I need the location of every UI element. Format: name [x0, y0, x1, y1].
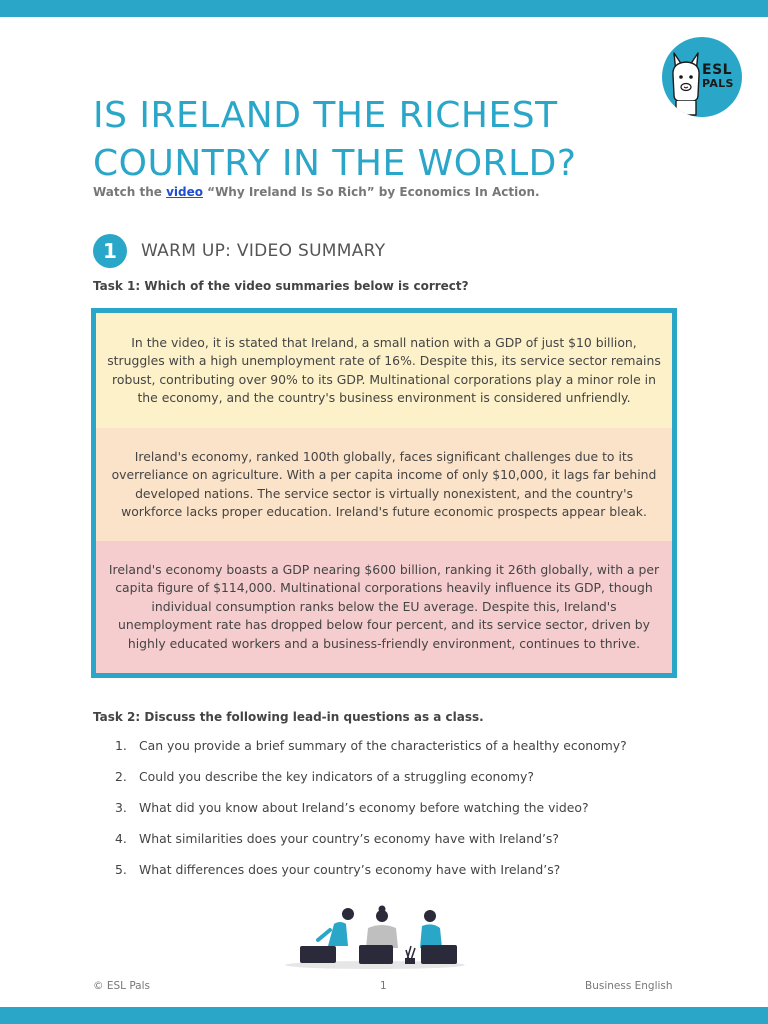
summary-text-3: Ireland's economy boasts a GDP nearing $600 billion, ranking it 26th globally, with a per capita figure of $114,000. Multinational corporations heavily influence its GDP, though individual consumption ranks below the EU average. Despite this, Ireland's unemployment rate has dropped below four percent, and its service sector, driven by highly educated workers and a business-friendly environment, continues to thrive. [108, 561, 660, 651]
question-number: 5. [115, 862, 127, 877]
summary-option-1[interactable] [96, 313, 672, 428]
logo-line-1: ESL [702, 62, 733, 78]
footer-page-number: 1 [380, 980, 387, 992]
question-number: 2. [115, 769, 127, 784]
question-text: Can you provide a brief summary of the characteristics of a healthy economy? [139, 738, 627, 753]
question-text: What differences does your country’s economy have with Ireland’s? [139, 862, 561, 877]
summary-option-2[interactable] [96, 428, 672, 541]
question-number: 4. [115, 831, 127, 846]
summary-option-3[interactable] [96, 541, 672, 673]
summary-options-box [91, 308, 677, 678]
page-title: IS IRELAND THE RICHEST COUNTRY IN THE WORLD? [93, 95, 577, 184]
logo-line-2: PALS [702, 77, 734, 90]
question-number: 3. [115, 800, 127, 815]
section-title: WARM UP: VIDEO SUMMARY [141, 241, 386, 261]
question-text: Could you describe the key indicators of a struggling economy? [139, 769, 534, 784]
bottom-accent-bar [0, 1007, 768, 1024]
question-item [115, 831, 627, 862]
task-1-heading: Task 1: Which of the video summaries below is correct? [93, 279, 469, 293]
question-item [115, 862, 627, 893]
question-item [115, 769, 627, 800]
instruction-prefix: Watch the [93, 185, 167, 199]
question-item [115, 800, 627, 831]
people-with-laptops-illustration [282, 900, 468, 972]
question-item [115, 738, 627, 769]
question-text: What did you know about Ireland’s economy before watching the video? [139, 800, 589, 815]
video-link[interactable]: video [166, 185, 203, 199]
question-number: 1. [115, 738, 127, 753]
summary-text-2: Ireland's economy, ranked 100th globally, faces significant challenges due to its overreliance on agriculture. With a per capita income of only $10,000, it lags far behind developed nations. The service sector is virtually nonexistent, and the country's workforce lacks proper education. Ireland's future economic prospects appear bleak. [111, 448, 657, 519]
top-accent-bar [0, 0, 768, 17]
section-header [93, 234, 385, 268]
esl-pals-logo [662, 37, 742, 117]
task-2-heading: Task 2: Discuss the following lead-in questions as a class. [93, 710, 484, 724]
video-instruction [93, 185, 540, 199]
section-number-badge: 1 [93, 234, 127, 268]
footer-category: Business English [585, 980, 673, 992]
summary-text-1: In the video, it is stated that Ireland, a small nation with a GDP of just $10 billion, struggles with a high unemployment rate of 16%. Despite this, its service sector remains robust, contributing over 90% to its GDP. Multinational corporations play a minor role in the economy, and the country's business environment is considered unfriendly. [107, 334, 661, 405]
lead-in-questions [115, 738, 627, 893]
logo-text [702, 63, 742, 89]
instruction-suffix: “Why Ireland Is So Rich” by Economics In Action. [203, 185, 540, 199]
question-text: What similarities does your country’s economy have with Ireland’s? [139, 831, 559, 846]
footer-copyright: © ESL Pals [93, 980, 151, 992]
